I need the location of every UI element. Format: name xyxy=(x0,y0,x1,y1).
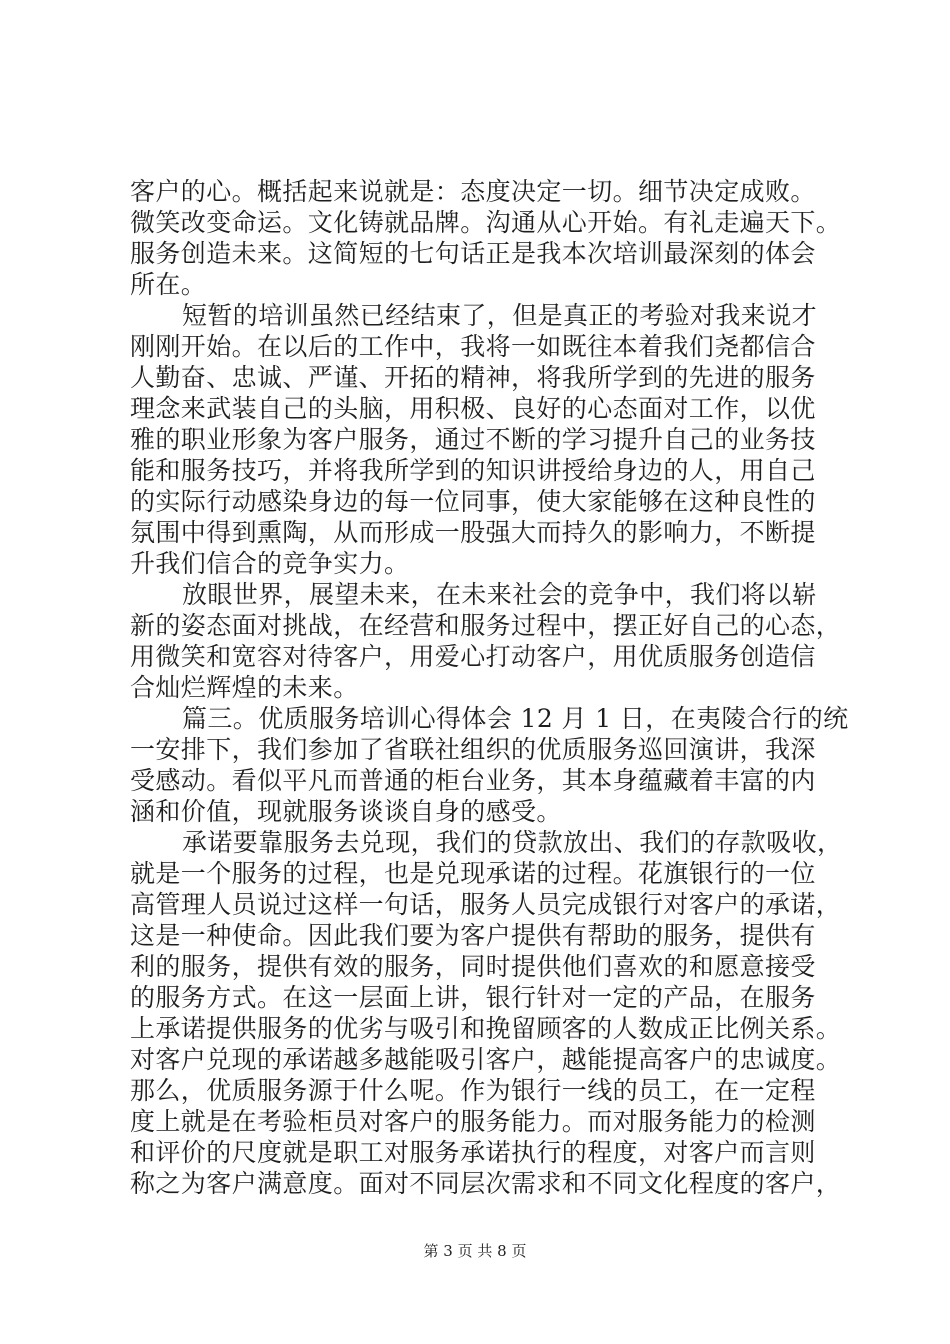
text-line: 利的服务，提供有效的服务，同时提供他们喜欢的和愿意接受 xyxy=(130,952,816,981)
text-line: 称之为客户满意度。面对不同层次需求和不同文化程度的客户， xyxy=(130,1169,842,1198)
text-line: 涵和价值，现就服务谈谈自身的感受。 xyxy=(130,797,562,826)
text-line: 微笑改变命运。文化铸就品牌。沟通从心开始。有礼走遍天下。 xyxy=(130,208,842,237)
text-line: 高管理人员说过这样一句话，服务人员完成银行对客户的承诺， xyxy=(130,890,842,919)
text-line: 度上就是在考验柜员对客户的服务能力。而对服务能力的检测 xyxy=(130,1107,816,1136)
text-line: 人勤奋、忠诚、严谨、开拓的精神，将我所学到的先进的服务 xyxy=(130,363,816,392)
text-line: 服务创造未来。这简短的七句话正是我本次培训最深刻的体会 xyxy=(130,239,816,268)
text-line: 放眼世界，展望未来，在未来社会的竞争中，我们将以崭 xyxy=(182,580,818,609)
text-line: 篇三。优质服务培训心得体会 12 月 1 日，在夷陵合行的统 xyxy=(182,704,849,733)
text-line: 这是一种使命。因此我们要为客户提供有帮助的服务，提供有 xyxy=(130,921,816,950)
text-line: 客户的心。概括起来说就是：态度决定一切。细节决定成败。 xyxy=(130,177,816,206)
text-line: 的服务方式。在这一层面上讲，银行针对一定的产品，在服务 xyxy=(130,983,816,1012)
text-line: 就是一个服务的过程，也是兑现承诺的过程。花旗银行的一位 xyxy=(130,859,816,888)
text-line: 理念来武装自己的头脑，用积极、良好的心态面对工作，以优 xyxy=(130,394,816,423)
text-line: 雅的职业形象为客户服务，通过不断的学习提升自己的业务技 xyxy=(130,425,816,454)
text-line: 新的姿态面对挑战，在经营和服务过程中，摆正好自己的心态， xyxy=(130,611,842,640)
text-line: 刚刚开始。在以后的工作中，我将一如既往本着我们尧都信合 xyxy=(130,332,816,361)
text-line: 对客户兑现的承诺越多越能吸引客户，越能提高客户的忠诚度。 xyxy=(130,1045,842,1074)
text-line: 升我们信合的竞争实力。 xyxy=(130,549,410,578)
text-line: 上承诺提供服务的优劣与吸引和挽留顾客的人数成正比例关系。 xyxy=(130,1014,842,1043)
text-line: 受感动。看似平凡而普通的柜台业务，其本身蕴藏着丰富的内 xyxy=(130,766,816,795)
text-line: 的实际行动感染身边的每一位同事，使大家能够在这种良性的 xyxy=(130,487,816,516)
text-line: 短暂的培训虽然已经结束了，但是真正的考验对我来说才 xyxy=(182,301,818,330)
text-line: 那么，优质服务源于什么呢。作为银行一线的员工，在一定程 xyxy=(130,1076,816,1105)
text-line: 一安排下，我们参加了省联社组织的优质服务巡回演讲，我深 xyxy=(130,735,816,764)
text-line: 能和服务技巧，并将我所学到的知识讲授给身边的人，用自己 xyxy=(130,456,816,485)
page-footer: 第 3 页 共 8 页 xyxy=(423,1242,527,1260)
text-line: 和评价的尺度就是职工对服务承诺执行的程度，对客户而言则 xyxy=(130,1138,816,1167)
text-line: 承诺要靠服务去兑现，我们的贷款放出、我们的存款吸收， xyxy=(182,828,843,857)
text-line: 所在。 xyxy=(130,270,207,299)
text-line: 氛围中得到熏陶，从而形成一股强大而持久的影响力，不断提 xyxy=(130,518,816,547)
text-line: 合灿烂辉煌的未来。 xyxy=(130,673,359,702)
text-line: 用微笑和宽容对待客户，用爱心打动客户，用优质服务创造信 xyxy=(130,642,816,671)
document-body xyxy=(130,176,849,1199)
